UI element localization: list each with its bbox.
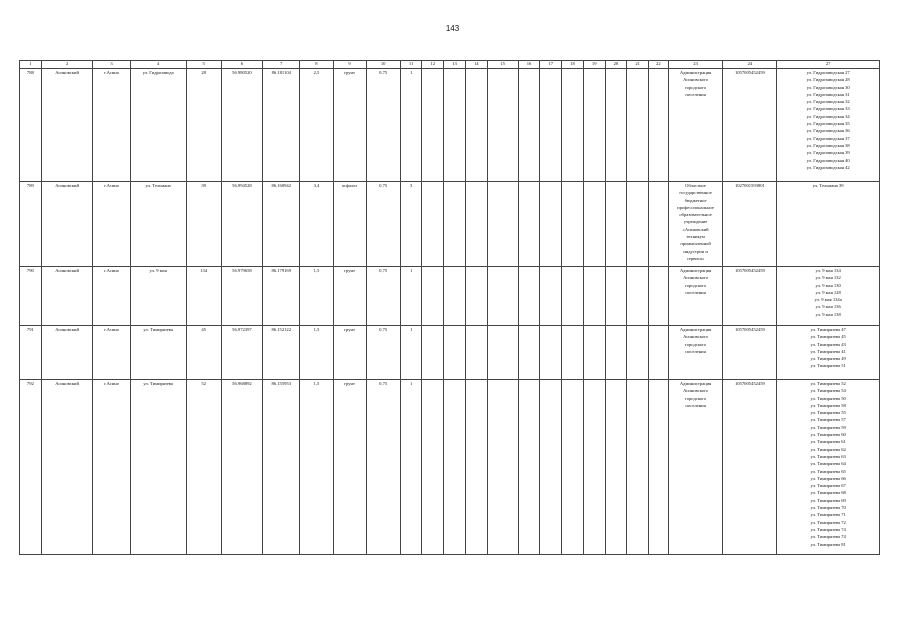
- latitude-cell: 56.980520: [221, 69, 262, 182]
- owner-cell: [668, 267, 723, 326]
- column-header: 10: [366, 61, 400, 69]
- address-line: ул. Гидрозаводская 30: [806, 84, 850, 90]
- empty-cell: [540, 182, 562, 267]
- container-count-cell: 1: [400, 380, 422, 555]
- table-row: [20, 326, 880, 380]
- owner-line: городского: [684, 84, 707, 90]
- address-line: ул. Тимирязева 63: [810, 453, 846, 459]
- column-header: 22: [648, 61, 668, 69]
- address-line: ул. 9 мая 134а: [814, 297, 842, 303]
- empty-cell: [648, 182, 668, 267]
- address-line: ул. Тимирязева 81: [810, 541, 846, 547]
- ogrn-cell: 1057005452459: [723, 267, 777, 326]
- address-line: ул. Тимирязева 61: [810, 439, 846, 445]
- house-cell: 28: [186, 69, 221, 182]
- address-line: ул. Тельмана 39: [812, 183, 844, 188]
- address-line: ул. 9 мая 128: [815, 289, 841, 295]
- column-header: 3: [93, 61, 130, 69]
- address-line: ул. Гидрозаводская 28: [806, 77, 850, 83]
- empty-cell: [422, 182, 444, 267]
- column-header: 9: [333, 61, 366, 69]
- table-row: [20, 380, 880, 555]
- empty-cell: [465, 380, 487, 555]
- empty-cell: [444, 267, 466, 326]
- district-cell: Асиновский: [41, 380, 93, 555]
- address-line: ул. Тимирязева 52: [810, 381, 846, 386]
- address-line: ул. Тимирязева 72: [810, 519, 846, 525]
- empty-cell: [540, 267, 562, 326]
- street-cell: ул. Тельмана: [130, 182, 186, 267]
- longitude-cell: 86.160942: [263, 182, 300, 267]
- address-line: ул. Гидрозаводская 35: [806, 121, 850, 127]
- empty-cell: [487, 267, 518, 326]
- surface-cell: грунт: [333, 380, 366, 555]
- owner-line: Асиновского: [683, 77, 709, 83]
- column-header: 8: [300, 61, 333, 69]
- address-line: ул. Гидрозаводская 34: [806, 113, 850, 119]
- column-header: 24: [723, 61, 777, 69]
- address-line: ул. 9 мая 132: [815, 275, 841, 281]
- empty-cell: [627, 380, 649, 555]
- empty-cell: [627, 69, 649, 182]
- empty-cell: [422, 267, 444, 326]
- empty-cell: [583, 182, 605, 267]
- surface-cell: грунт: [333, 267, 366, 326]
- latitude-cell: 56.968892: [221, 380, 262, 555]
- header-row: [20, 61, 880, 69]
- empty-cell: [627, 267, 649, 326]
- surface-cell: асфальт: [333, 182, 366, 267]
- empty-cell: [562, 182, 584, 267]
- empty-cell: [605, 267, 627, 326]
- empty-cell: [562, 267, 584, 326]
- address-line: ул. Тимирязева 45: [810, 334, 846, 340]
- row-number: 792: [20, 380, 42, 555]
- owner-line: поселения: [685, 91, 706, 97]
- owner-line: Асиновского: [683, 388, 709, 394]
- city-cell: г.Асино: [93, 182, 130, 267]
- container-count-cell: 1: [400, 326, 422, 380]
- owner-line: государственное: [679, 190, 712, 196]
- empty-cell: [627, 182, 649, 267]
- column-header: 5: [186, 61, 221, 69]
- owner-line: промышленной: [680, 241, 711, 247]
- address-line: ул. Тимирязева 62: [810, 446, 846, 452]
- empty-cell: [605, 69, 627, 182]
- owner-line: учреждение: [683, 219, 708, 225]
- row-number: 791: [20, 326, 42, 380]
- longitude-cell: 86.155953: [263, 380, 300, 555]
- column-header: 6: [221, 61, 262, 69]
- row-number: 789: [20, 182, 42, 267]
- column-header: 20: [605, 61, 627, 69]
- owner-line: Администрация: [679, 381, 712, 386]
- street-cell: ул. Тимирязева: [130, 380, 186, 555]
- column-header: 14: [465, 61, 487, 69]
- owner-line: техникум: [686, 234, 705, 240]
- address-line: ул. Тимирязева 66: [810, 475, 846, 481]
- empty-cell: [465, 182, 487, 267]
- volume-cell: 0,75: [366, 69, 400, 182]
- empty-cell: [444, 69, 466, 182]
- row-number: 788: [20, 69, 42, 182]
- owner-line: Администрация: [679, 70, 712, 75]
- empty-cell: [518, 326, 540, 380]
- empty-cell: [465, 326, 487, 380]
- address-line: ул. Тимирязева 58: [810, 402, 846, 408]
- city-cell: г.Асино: [93, 380, 130, 555]
- empty-cell: [518, 380, 540, 555]
- address-line: ул. Тимирязева 55: [810, 410, 846, 416]
- empty-cell: [487, 69, 518, 182]
- empty-cell: [444, 182, 466, 267]
- empty-cell: [422, 326, 444, 380]
- city-cell: г.Асино: [93, 267, 130, 326]
- empty-cell: [648, 326, 668, 380]
- table-body: [20, 69, 880, 555]
- empty-cell: [562, 326, 584, 380]
- address-line: ул. Тимирязева 64: [810, 461, 846, 467]
- empty-cell: [605, 182, 627, 267]
- owner-line: индустрии и: [683, 248, 708, 254]
- owner-line: бюджетное: [684, 197, 707, 203]
- longitude-cell: 86.179169: [263, 267, 300, 326]
- empty-cell: [487, 326, 518, 380]
- address-line: ул. Тимирязева 71: [810, 512, 846, 518]
- district-cell: Асиновский: [41, 69, 93, 182]
- owner-line: Администрация: [679, 268, 712, 273]
- address-line: ул. Гидрозаводская 42: [806, 164, 850, 170]
- empty-cell: [465, 69, 487, 182]
- owner-line: Асиновского: [683, 275, 709, 281]
- district-cell: Асиновский: [41, 267, 93, 326]
- area-cell: 1,5: [300, 326, 333, 380]
- table-row: [20, 69, 880, 182]
- owner-line: Областное: [685, 183, 706, 188]
- column-header: 12: [422, 61, 444, 69]
- empty-cell: [540, 326, 562, 380]
- owner-line: городского: [684, 395, 707, 401]
- empty-cell: [422, 69, 444, 182]
- address-line: ул. Тимирязева 60: [810, 432, 846, 438]
- empty-cell: [444, 380, 466, 555]
- address-line: ул. Тимирязева 41: [810, 348, 846, 354]
- latitude-cell: 56.994528: [221, 182, 262, 267]
- address-line: ул. Тимирязева 43: [810, 341, 846, 347]
- column-header: 17: [540, 61, 562, 69]
- area-cell: 3,4: [300, 182, 333, 267]
- owner-line: Администрация: [679, 327, 712, 332]
- empty-cell: [422, 380, 444, 555]
- city-cell: г.Асино: [93, 69, 130, 182]
- address-line: ул. 9 мая 134: [815, 268, 841, 273]
- empty-cell: [583, 326, 605, 380]
- empty-cell: [487, 182, 518, 267]
- address-line: ул. Гидрозаводская 27: [806, 70, 850, 75]
- area-cell: 1,5: [300, 380, 333, 555]
- column-header: 7: [263, 61, 300, 69]
- owner-line: образовательное: [679, 212, 712, 218]
- empty-cell: [583, 380, 605, 555]
- address-line: ул. Тимирязева 74: [810, 526, 846, 532]
- house-cell: 39: [186, 182, 221, 267]
- district-cell: Асиновский: [41, 326, 93, 380]
- volume-cell: 0,75: [366, 326, 400, 380]
- owner-cell: [668, 182, 723, 267]
- empty-cell: [465, 267, 487, 326]
- district-cell: Асиновский: [41, 182, 93, 267]
- latitude-cell: 56.979658: [221, 267, 262, 326]
- ogrn-cell: 1057005452459: [723, 380, 777, 555]
- empty-cell: [648, 267, 668, 326]
- column-header: 15: [487, 61, 518, 69]
- served-addresses-cell: [777, 380, 880, 555]
- surface-cell: грунт: [333, 69, 366, 182]
- area-cell: 1,5: [300, 267, 333, 326]
- owner-line: городского: [684, 282, 707, 288]
- ogrn-cell: 1027001593801: [723, 182, 777, 267]
- address-line: ул. Тимирязева 50: [810, 395, 846, 401]
- address-line: ул. Тимирязева 57: [810, 417, 846, 423]
- volume-cell: 0,75: [366, 182, 400, 267]
- column-header: 27: [777, 61, 880, 69]
- address-line: ул. Тимирязева 74: [810, 534, 846, 540]
- registry-table: [19, 60, 880, 555]
- empty-cell: [583, 267, 605, 326]
- address-line: ул. Тимирязева 68: [810, 490, 846, 496]
- empty-cell: [627, 326, 649, 380]
- column-header: 16: [518, 61, 540, 69]
- table-row: [20, 182, 880, 267]
- empty-cell: [518, 267, 540, 326]
- address-line: ул. Тимирязева 49: [810, 356, 846, 362]
- container-count-cell: 1: [400, 267, 422, 326]
- owner-cell: [668, 69, 723, 182]
- house-cell: 134: [186, 267, 221, 326]
- address-line: ул. Тимирязева 59: [810, 424, 846, 430]
- address-line: ул. Гидрозаводская 33: [806, 106, 850, 112]
- address-line: ул. Тимирязева 51: [810, 363, 846, 369]
- street-cell: ул. Тимирязева: [130, 326, 186, 380]
- container-count-cell: 1: [400, 69, 422, 182]
- owner-cell: [668, 326, 723, 380]
- address-line: ул. 9 мая 138: [815, 311, 841, 317]
- column-header: 2: [41, 61, 93, 69]
- empty-cell: [648, 69, 668, 182]
- owner-line: поселения: [685, 402, 706, 408]
- empty-cell: [540, 380, 562, 555]
- owner-line: поселения: [685, 289, 706, 295]
- column-header: 19: [583, 61, 605, 69]
- column-header: 11: [400, 61, 422, 69]
- volume-cell: 0,75: [366, 380, 400, 555]
- owner-line: сервиса»: [686, 255, 705, 261]
- owner-line: профессиональное: [677, 204, 714, 210]
- ogrn-cell: 1057005452459: [723, 326, 777, 380]
- surface-cell: грунт: [333, 326, 366, 380]
- address-line: ул. Гидрозаводская 39: [806, 150, 850, 156]
- owner-line: «Асиновский: [682, 226, 709, 232]
- street-cell: ул. Гидрозавода: [130, 69, 186, 182]
- address-line: ул. Гидрозаводская 40: [806, 157, 850, 163]
- column-header: 4: [130, 61, 186, 69]
- house-cell: 45: [186, 326, 221, 380]
- column-header: 18: [562, 61, 584, 69]
- empty-cell: [540, 69, 562, 182]
- address-line: ул. Гидрозаводская 36: [806, 128, 850, 134]
- address-line: ул. Тимирязева 47: [810, 327, 846, 332]
- address-line: ул. Тимирязева 70: [810, 505, 846, 511]
- column-header: 13: [444, 61, 466, 69]
- owner-line: Асиновского: [683, 334, 709, 340]
- empty-cell: [605, 326, 627, 380]
- longitude-cell: 86.181104: [263, 69, 300, 182]
- empty-cell: [583, 69, 605, 182]
- address-line: ул. Гидрозаводская 31: [806, 91, 850, 97]
- served-addresses-cell: [777, 69, 880, 182]
- longitude-cell: 86.152122: [263, 326, 300, 380]
- address-line: ул. Тимирязева 65: [810, 468, 846, 474]
- container-count-cell: 3: [400, 182, 422, 267]
- empty-cell: [487, 380, 518, 555]
- area-cell: 2,5: [300, 69, 333, 182]
- empty-cell: [518, 69, 540, 182]
- row-number: 790: [20, 267, 42, 326]
- address-line: ул. Гидрозаводская 32: [806, 99, 850, 105]
- latitude-cell: 56.972397: [221, 326, 262, 380]
- address-line: ул. Тимирязева 69: [810, 497, 846, 503]
- address-line: ул. Тимирязева 54: [810, 388, 846, 394]
- empty-cell: [605, 380, 627, 555]
- volume-cell: 0,75: [366, 267, 400, 326]
- table-row: [20, 267, 880, 326]
- owner-cell: [668, 380, 723, 555]
- page-number: 143: [445, 24, 460, 33]
- column-header: 1: [20, 61, 42, 69]
- city-cell: г.Асино: [93, 326, 130, 380]
- empty-cell: [648, 380, 668, 555]
- street-cell: ул. 9 мая: [130, 267, 186, 326]
- address-line: ул. 9 мая 130: [815, 282, 841, 288]
- empty-cell: [518, 182, 540, 267]
- address-line: ул. Гидрозаводская 37: [806, 135, 850, 141]
- house-cell: 52: [186, 380, 221, 555]
- address-line: ул. Гидрозаводская 38: [806, 142, 850, 148]
- empty-cell: [444, 326, 466, 380]
- served-addresses-cell: [777, 326, 880, 380]
- owner-line: городского: [684, 341, 707, 347]
- served-addresses-cell: [777, 182, 880, 267]
- ogrn-cell: 1057005452459: [723, 69, 777, 182]
- empty-cell: [562, 69, 584, 182]
- owner-line: поселения: [685, 348, 706, 354]
- served-addresses-cell: [777, 267, 880, 326]
- address-line: ул. Тимирязева 67: [810, 483, 846, 489]
- column-header: 23: [668, 61, 723, 69]
- empty-cell: [562, 380, 584, 555]
- column-header: 21: [627, 61, 649, 69]
- address-line: ул. 9 мая 136: [815, 304, 841, 310]
